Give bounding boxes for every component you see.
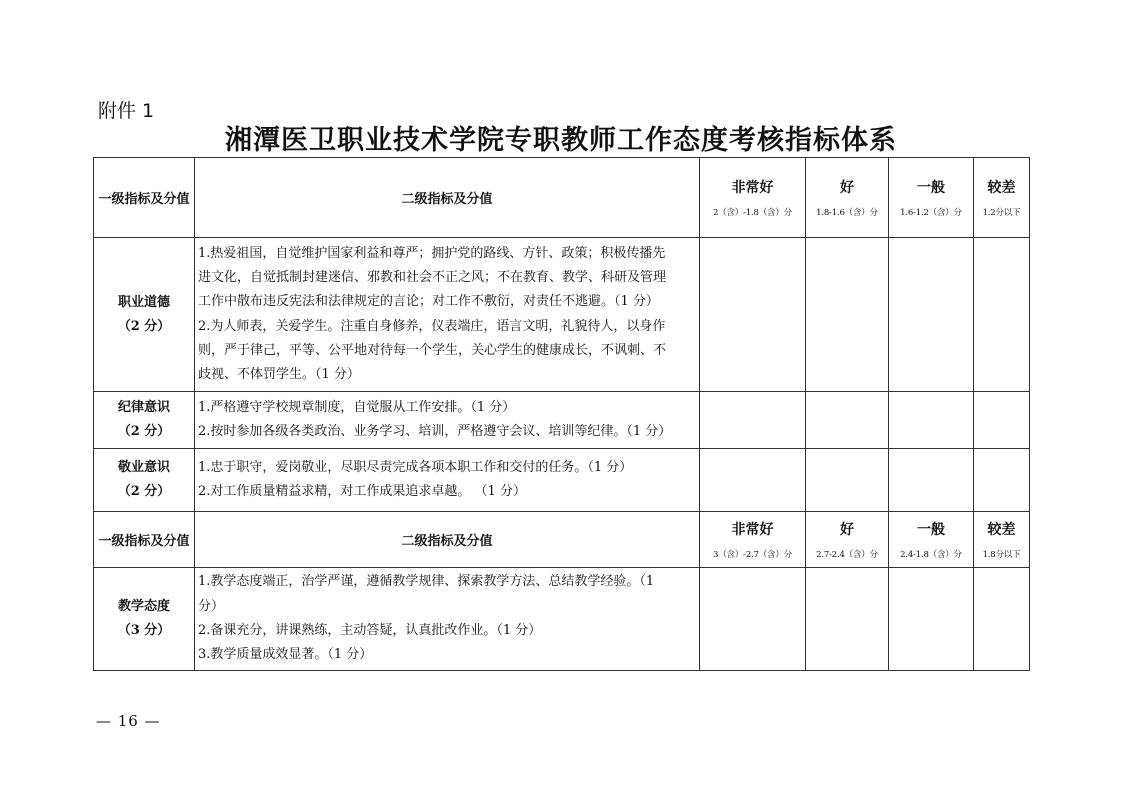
indicator-line: 2.备课充分，讲课熟练，主动答疑，认真批改作业。（1 分）: [198, 623, 542, 638]
grade-header: [806, 512, 889, 568]
attachment-label: 附件 1: [98, 100, 155, 122]
score-cell[interactable]: [806, 568, 889, 671]
level2-indicators: [195, 568, 700, 671]
grade-range: 1.8分以下: [982, 550, 1021, 560]
grade-range: 2.7-2.4（含）分: [816, 550, 878, 560]
grade-name: 非常好: [731, 522, 774, 538]
indicator-line: 2.为人师表，关爱学生。注重自身修养，仪表端庄，语言文明，礼貌待人，以身作: [198, 318, 666, 334]
table-header-row: [94, 158, 1030, 238]
score-cell[interactable]: [974, 568, 1030, 671]
grade-name: 较差: [987, 180, 1016, 196]
grade-header: [974, 512, 1030, 568]
grade-header: [889, 158, 974, 238]
table-row: [94, 238, 1030, 392]
grade-name: 好: [840, 522, 854, 538]
evaluation-table: [93, 157, 1030, 671]
grade-range: 1.2分以下: [982, 208, 1021, 218]
header-level1: 一级指标及分值: [94, 512, 195, 568]
grade-name: 非常好: [731, 180, 774, 196]
score-cell[interactable]: [974, 238, 1030, 392]
indicator-line: 进文化，自觉抵制封建迷信、邪教和社会不正之风；不在教育、教学、科研及管理: [198, 269, 667, 285]
indicator-score: （2 分）: [117, 318, 171, 334]
table-row: [94, 449, 1030, 512]
level1-indicator: [94, 449, 195, 512]
indicator-line: 分）: [198, 598, 225, 614]
grade-name: 较差: [987, 522, 1016, 538]
grade-range: 3（含）-2.7（含）分: [713, 550, 792, 560]
score-cell[interactable]: [889, 238, 974, 392]
header-level2: 二级指标及分值: [195, 512, 700, 568]
indicator-line: 工作中散布违反宪法和法律规定的言论；对工作不敷衍，对责任不逃避。（1 分）: [198, 294, 659, 310]
score-cell[interactable]: [974, 392, 1030, 449]
level2-indicators: [195, 449, 700, 512]
grade-range: 1.8-1.6（含）分: [816, 208, 878, 218]
indicator-line: 1.热爱祖国，自觉维护国家利益和尊严；拥护党的路线、方针、政策；积极传播先: [198, 245, 666, 261]
indicator-name: 教学态度: [117, 599, 170, 614]
grade-header: [700, 512, 806, 568]
indicator-line: 2.对工作质量精益求精，对工作成果追求卓越。 （1 分）: [198, 484, 526, 499]
score-cell[interactable]: [889, 568, 974, 671]
indicator-name: 敬业意识: [117, 460, 170, 475]
grade-name: 一般: [917, 180, 945, 196]
indicator-score: （2 分）: [117, 484, 171, 499]
page-number: — 16 —: [96, 712, 161, 730]
indicator-line: 则，严于律己，平等、公平地对待每一个学生，关心学生的健康成长，不讽刺、不: [198, 342, 667, 358]
indicator-line: 1.教学态度端正，治学严谨，遵循教学规律、探索教学方法、总结教学经验。（1: [198, 574, 655, 590]
document-title: 湘潭医卫职业技术学院专职教师工作态度考核指标体系: [225, 125, 897, 156]
indicator-line: 3.教学质量成效显著。（1 分）: [198, 647, 373, 663]
level1-indicator: [94, 392, 195, 449]
header-level1: 一级指标及分值: [94, 158, 195, 238]
score-cell[interactable]: [700, 238, 806, 392]
score-cell[interactable]: [889, 449, 974, 512]
indicator-name: 职业道德: [117, 294, 170, 310]
table-row: [94, 568, 1030, 671]
grade-name: 好: [840, 180, 854, 196]
indicator-line: 2.按时参加各级各类政治、业务学习、培训，严格遵守会议、培训等纪律。（1 分）: [198, 424, 672, 439]
grade-name: 一般: [917, 522, 945, 538]
level2-indicators: [195, 238, 700, 392]
table-header-row: [94, 512, 1030, 568]
level1-indicator: [94, 568, 195, 671]
score-cell[interactable]: [806, 449, 889, 512]
indicator-score: （2 分）: [117, 424, 171, 439]
score-cell[interactable]: [974, 449, 1030, 512]
indicator-line: 歧视、不体罚学生。（1 分）: [198, 367, 360, 383]
grade-header: [889, 512, 974, 568]
grade-range: 2.4-1.8（含）分: [900, 550, 962, 560]
level2-indicators: [195, 392, 700, 449]
indicator-name: 纪律意识: [117, 400, 170, 415]
grade-range: 2（含）-1.8（含）分: [713, 208, 792, 218]
table-row: [94, 392, 1030, 449]
grade-range: 1.6-1.2（含）分: [900, 208, 962, 218]
grade-header: [700, 158, 806, 238]
score-cell[interactable]: [806, 392, 889, 449]
level1-indicator: [94, 238, 195, 392]
grade-header: [806, 158, 889, 238]
grade-header: [974, 158, 1030, 238]
score-cell[interactable]: [700, 392, 806, 449]
score-cell[interactable]: [700, 449, 806, 512]
indicator-line: 1.忠于职守，爱岗敬业，尽职尽责完成各项本职工作和交付的任务。（1 分）: [198, 459, 633, 475]
score-cell[interactable]: [806, 238, 889, 392]
score-cell[interactable]: [889, 392, 974, 449]
score-cell[interactable]: [700, 568, 806, 671]
indicator-line: 1.严格遵守学校规章制度，自觉服从工作安排。（1 分）: [198, 399, 516, 415]
indicator-score: （3 分）: [117, 623, 171, 638]
header-level2: 二级指标及分值: [195, 158, 700, 238]
